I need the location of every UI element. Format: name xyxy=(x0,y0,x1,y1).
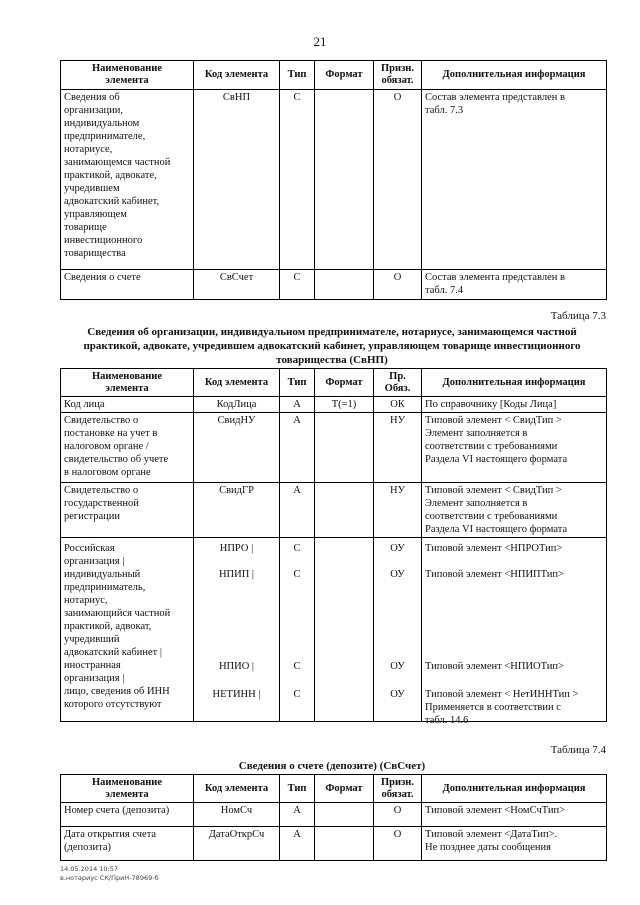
cell-code: КодЛица xyxy=(194,397,280,413)
header-name: Наименование элемента xyxy=(61,369,194,397)
cell-format xyxy=(315,803,374,827)
table-elements-continued xyxy=(60,60,607,300)
table-header-row xyxy=(61,61,607,90)
cell-name: Российская организация | индивидуальный предприниматель, нотариус, занимающийся частной практикой, адвокат, учредивший адвокатский кабинет | иностранная организация | лицо, сведения об ИНН которого отсутствуют xyxy=(61,538,194,722)
cell-format xyxy=(315,413,374,483)
header-code: Код элемента xyxy=(194,369,280,397)
cell-format xyxy=(315,483,374,538)
cell-required: О xyxy=(374,270,422,300)
cell-code: СвСчет xyxy=(194,270,280,300)
cell-required: О xyxy=(374,90,422,270)
cell-format xyxy=(315,538,374,722)
cell-required: НУ xyxy=(374,413,422,483)
table-row xyxy=(61,90,607,270)
cell-type: С xyxy=(280,90,315,270)
table-header-row xyxy=(61,369,607,397)
cell-type: А xyxy=(280,803,315,827)
header-name: Наименование элемента xyxy=(61,61,194,90)
header-format: Формат xyxy=(315,369,374,397)
cell-format xyxy=(315,827,374,861)
cell-info: Типовой элемент < СвидТип > Элемент заполняется в соответствии с требованиями Раздела VI настоящего формата xyxy=(422,413,607,483)
cell-required: ОУ ОУ ОУ ОУ xyxy=(374,538,422,722)
cell-type: А xyxy=(280,413,315,483)
cell-code: НомСч xyxy=(194,803,280,827)
table-row xyxy=(61,413,607,483)
cell-name: Сведения об организации, индивидуальном предпринимателе, нотариусе, занимающемся частной практикой, адвокате, учредившем адвокатский кабинет, управляющем товарище инвестиционного товарищества xyxy=(61,90,194,270)
cell-info: Типовой элемент <НомСчТип> xyxy=(422,803,607,827)
print-stamp-date: 14.05.2014 10:57 xyxy=(60,865,119,873)
cell-code: СвидГР xyxy=(194,483,280,538)
cell-code: НПРО | НПИП | НПИО | НЕТИНН | xyxy=(194,538,280,722)
header-code: Код элемента xyxy=(194,775,280,803)
header-code: Код элемента xyxy=(194,61,280,90)
table-title-7-3: Сведения об организации, индивидуальном предпринимателе, нотариусе, занимающемся частной практикой, адвокате, учредившем адвокатский кабинет, управляющем товарище инвестиционного товарищества (СвНП) xyxy=(83,326,581,366)
cell-code: СвНП xyxy=(194,90,280,270)
table-row-choice xyxy=(61,538,607,722)
table-row xyxy=(61,270,607,300)
table-row xyxy=(61,397,607,413)
header-format: Формат xyxy=(315,775,374,803)
header-info: Дополнительная информация xyxy=(422,61,607,90)
table-7-3 xyxy=(60,368,607,726)
header-required: Пр. Обяз. xyxy=(374,369,422,397)
cell-code: СвидНУ xyxy=(194,413,280,483)
cell-name: Сведения о счете xyxy=(61,270,194,300)
table-row xyxy=(61,483,607,538)
cell-info: Состав элемента представлен в табл. 7.3 xyxy=(422,90,607,270)
cell-required: ОК xyxy=(374,397,422,413)
cell-name: Свидетельство о постановке на учет в налоговом органе / свидетельство об учете в налоговом органе xyxy=(61,413,194,483)
header-format: Формат xyxy=(315,61,374,90)
cell-code: ДатаОткрСч xyxy=(194,827,280,861)
header-type: Тип xyxy=(280,369,315,397)
table-7-4 xyxy=(60,774,607,861)
table-caption-7-4: Таблица 7.4 xyxy=(550,744,606,756)
cell-info: По справочнику [Коды Лица] xyxy=(422,397,607,413)
cell-type: А xyxy=(280,483,315,538)
header-info: Дополнительная информация xyxy=(422,775,607,803)
header-type: Тип xyxy=(280,775,315,803)
table-title-7-4: Сведения о счете (депозите) (СвСчет) xyxy=(238,760,426,772)
cell-required: О xyxy=(374,803,422,827)
cell-name: Код лица xyxy=(61,397,194,413)
cell-format xyxy=(315,90,374,270)
header-required: Призн. обязат. xyxy=(374,61,422,90)
cell-info: Типовой элемент < СвидТип > Элемент заполняется в соответствии с требованиями Раздела VI настоящего формата xyxy=(422,483,607,538)
cell-info: Типовой элемент <ДатаТип>. Не позднее даты сообщения xyxy=(422,827,607,861)
table-header-row xyxy=(61,775,607,803)
table-row xyxy=(61,827,607,861)
cell-info: Состав элемента представлен в табл. 7.4 xyxy=(422,270,607,300)
cell-type: С С С С xyxy=(280,538,315,722)
cell-info: Типовой элемент <НПРОТип> Типовой элемент <НПИПТип> Типовой элемент <НПИОТип> Типовой элемент < НетИННТип > Применяется в соответствии с табл. 14.6 xyxy=(422,538,607,722)
cell-required: О xyxy=(374,827,422,861)
cell-type: А xyxy=(280,827,315,861)
print-stamp-doc: в.нотариус СК/ПриН-78969-б xyxy=(60,874,159,882)
cell-name: Номер счета (депозита) xyxy=(61,803,194,827)
cell-type: С xyxy=(280,270,315,300)
cell-type: А xyxy=(280,397,315,413)
header-type: Тип xyxy=(280,61,315,90)
cell-name: Дата открытия счета (депозита) xyxy=(61,827,194,861)
cell-required: НУ xyxy=(374,483,422,538)
cell-name: Свидетельство о государственной регистрации xyxy=(61,483,194,538)
table-row xyxy=(61,803,607,827)
cell-format: Т(=1) xyxy=(315,397,374,413)
table-caption-7-3: Таблица 7.3 xyxy=(550,310,606,322)
header-name: Наименование элемента xyxy=(61,775,194,803)
page-number: 21 xyxy=(313,34,327,49)
header-info: Дополнительная информация xyxy=(422,369,607,397)
header-required: Призн. обязат. xyxy=(374,775,422,803)
cell-format xyxy=(315,270,374,300)
